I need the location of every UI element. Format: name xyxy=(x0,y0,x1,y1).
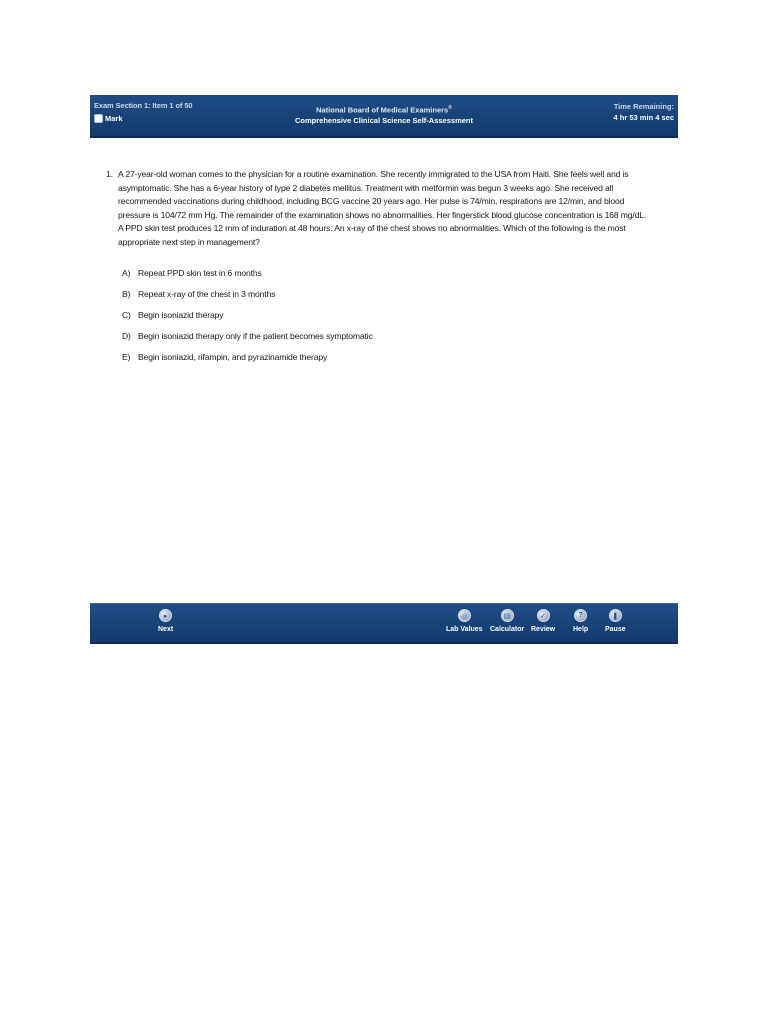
help-button[interactable] xyxy=(573,609,588,633)
answer-text[interactable]: Repeat x-ray of the chest in 3 months xyxy=(138,288,276,299)
lab-values-icon[interactable]: ◎ xyxy=(458,609,471,622)
calculator-label[interactable]: Calculator xyxy=(490,626,525,633)
pause-button[interactable] xyxy=(605,609,626,633)
next-label[interactable]: Next xyxy=(158,626,174,633)
answer-text[interactable]: Begin isoniazid, rifampin, and pyrazinamide therapy xyxy=(138,351,328,362)
lab-values-label[interactable]: Lab Values xyxy=(446,626,483,633)
answer-letter: D) xyxy=(122,330,131,341)
review-button[interactable] xyxy=(531,609,555,633)
answer-letter: B) xyxy=(122,288,131,299)
answer-text[interactable]: Begin isoniazid therapy xyxy=(138,309,224,320)
lab-values-button[interactable] xyxy=(446,609,483,633)
exam-title: Comprehensive Clinical Science Self-Assessment xyxy=(295,115,473,125)
board-name-text: National Board of Medical Examiners xyxy=(316,105,449,115)
time-remaining-value: 4 hr 53 min 4 sec xyxy=(613,113,674,122)
answer-option-e[interactable] xyxy=(122,346,373,367)
calculator-button[interactable] xyxy=(490,609,524,633)
answer-option-c[interactable] xyxy=(122,304,373,325)
question-text: A 27-year-old woman comes to the physician for a routine examination. She recently immigrated to the USA from Haiti. She feels well and is asymptomatic. She has a 6-year history of type 2 diabetes mellitus. Treatment with metformin was begun 3 weeks ago. She received all recommended vaccinations during childhood, including BCG vaccine 20 years ago. Her pulse is 74/min, respirations are 12/min, and blood pressure is 104/72 mm Hg. The remainder of the examination shows no abnormalities. Her fingerstick blood glucose concentration is 168 mg/dL. A PPD skin test produces 12 mm of induration at 48 hours. An x-ray of the chest shows no abnormalities. Which of the following is the most appropriate next step in management? xyxy=(118,169,647,247)
next-button[interactable] xyxy=(158,609,173,633)
answer-option-b[interactable] xyxy=(122,283,373,304)
exam-toolbar xyxy=(90,603,678,644)
mark-label[interactable]: Mark xyxy=(105,114,123,123)
registered-mark: ® xyxy=(448,105,452,111)
next-arrow-icon[interactable]: ▸ xyxy=(159,609,172,622)
review-icon[interactable]: ✓ xyxy=(537,609,550,622)
time-remaining xyxy=(614,101,674,123)
answer-list xyxy=(122,262,373,367)
help-label[interactable]: Help xyxy=(573,626,589,633)
pause-icon[interactable]: ❚ xyxy=(609,609,622,622)
calculator-icon[interactable]: ▤ xyxy=(501,609,514,622)
section-item-label: Exam Section 1: Item 1 of 50 xyxy=(94,101,193,110)
answer-text[interactable]: Begin isoniazid therapy only if the patient becomes symptomatic xyxy=(138,330,373,341)
answer-text[interactable]: Repeat PPD skin test in 6 months xyxy=(138,267,262,278)
question-number: 1. xyxy=(106,169,113,179)
answer-letter: C) xyxy=(122,309,131,320)
header-title xyxy=(90,103,678,126)
pause-label[interactable]: Pause xyxy=(605,626,626,633)
exam-header xyxy=(90,95,678,138)
review-label[interactable]: Review xyxy=(531,626,556,633)
answer-option-a[interactable] xyxy=(122,262,373,283)
question-stem xyxy=(107,168,647,249)
help-icon[interactable]: ? xyxy=(574,609,587,622)
time-remaining-label: Time Remaining: xyxy=(613,102,674,111)
board-name xyxy=(90,103,678,116)
answer-letter: E) xyxy=(122,351,131,362)
answer-option-d[interactable] xyxy=(122,325,373,346)
answer-letter: A) xyxy=(122,267,131,278)
